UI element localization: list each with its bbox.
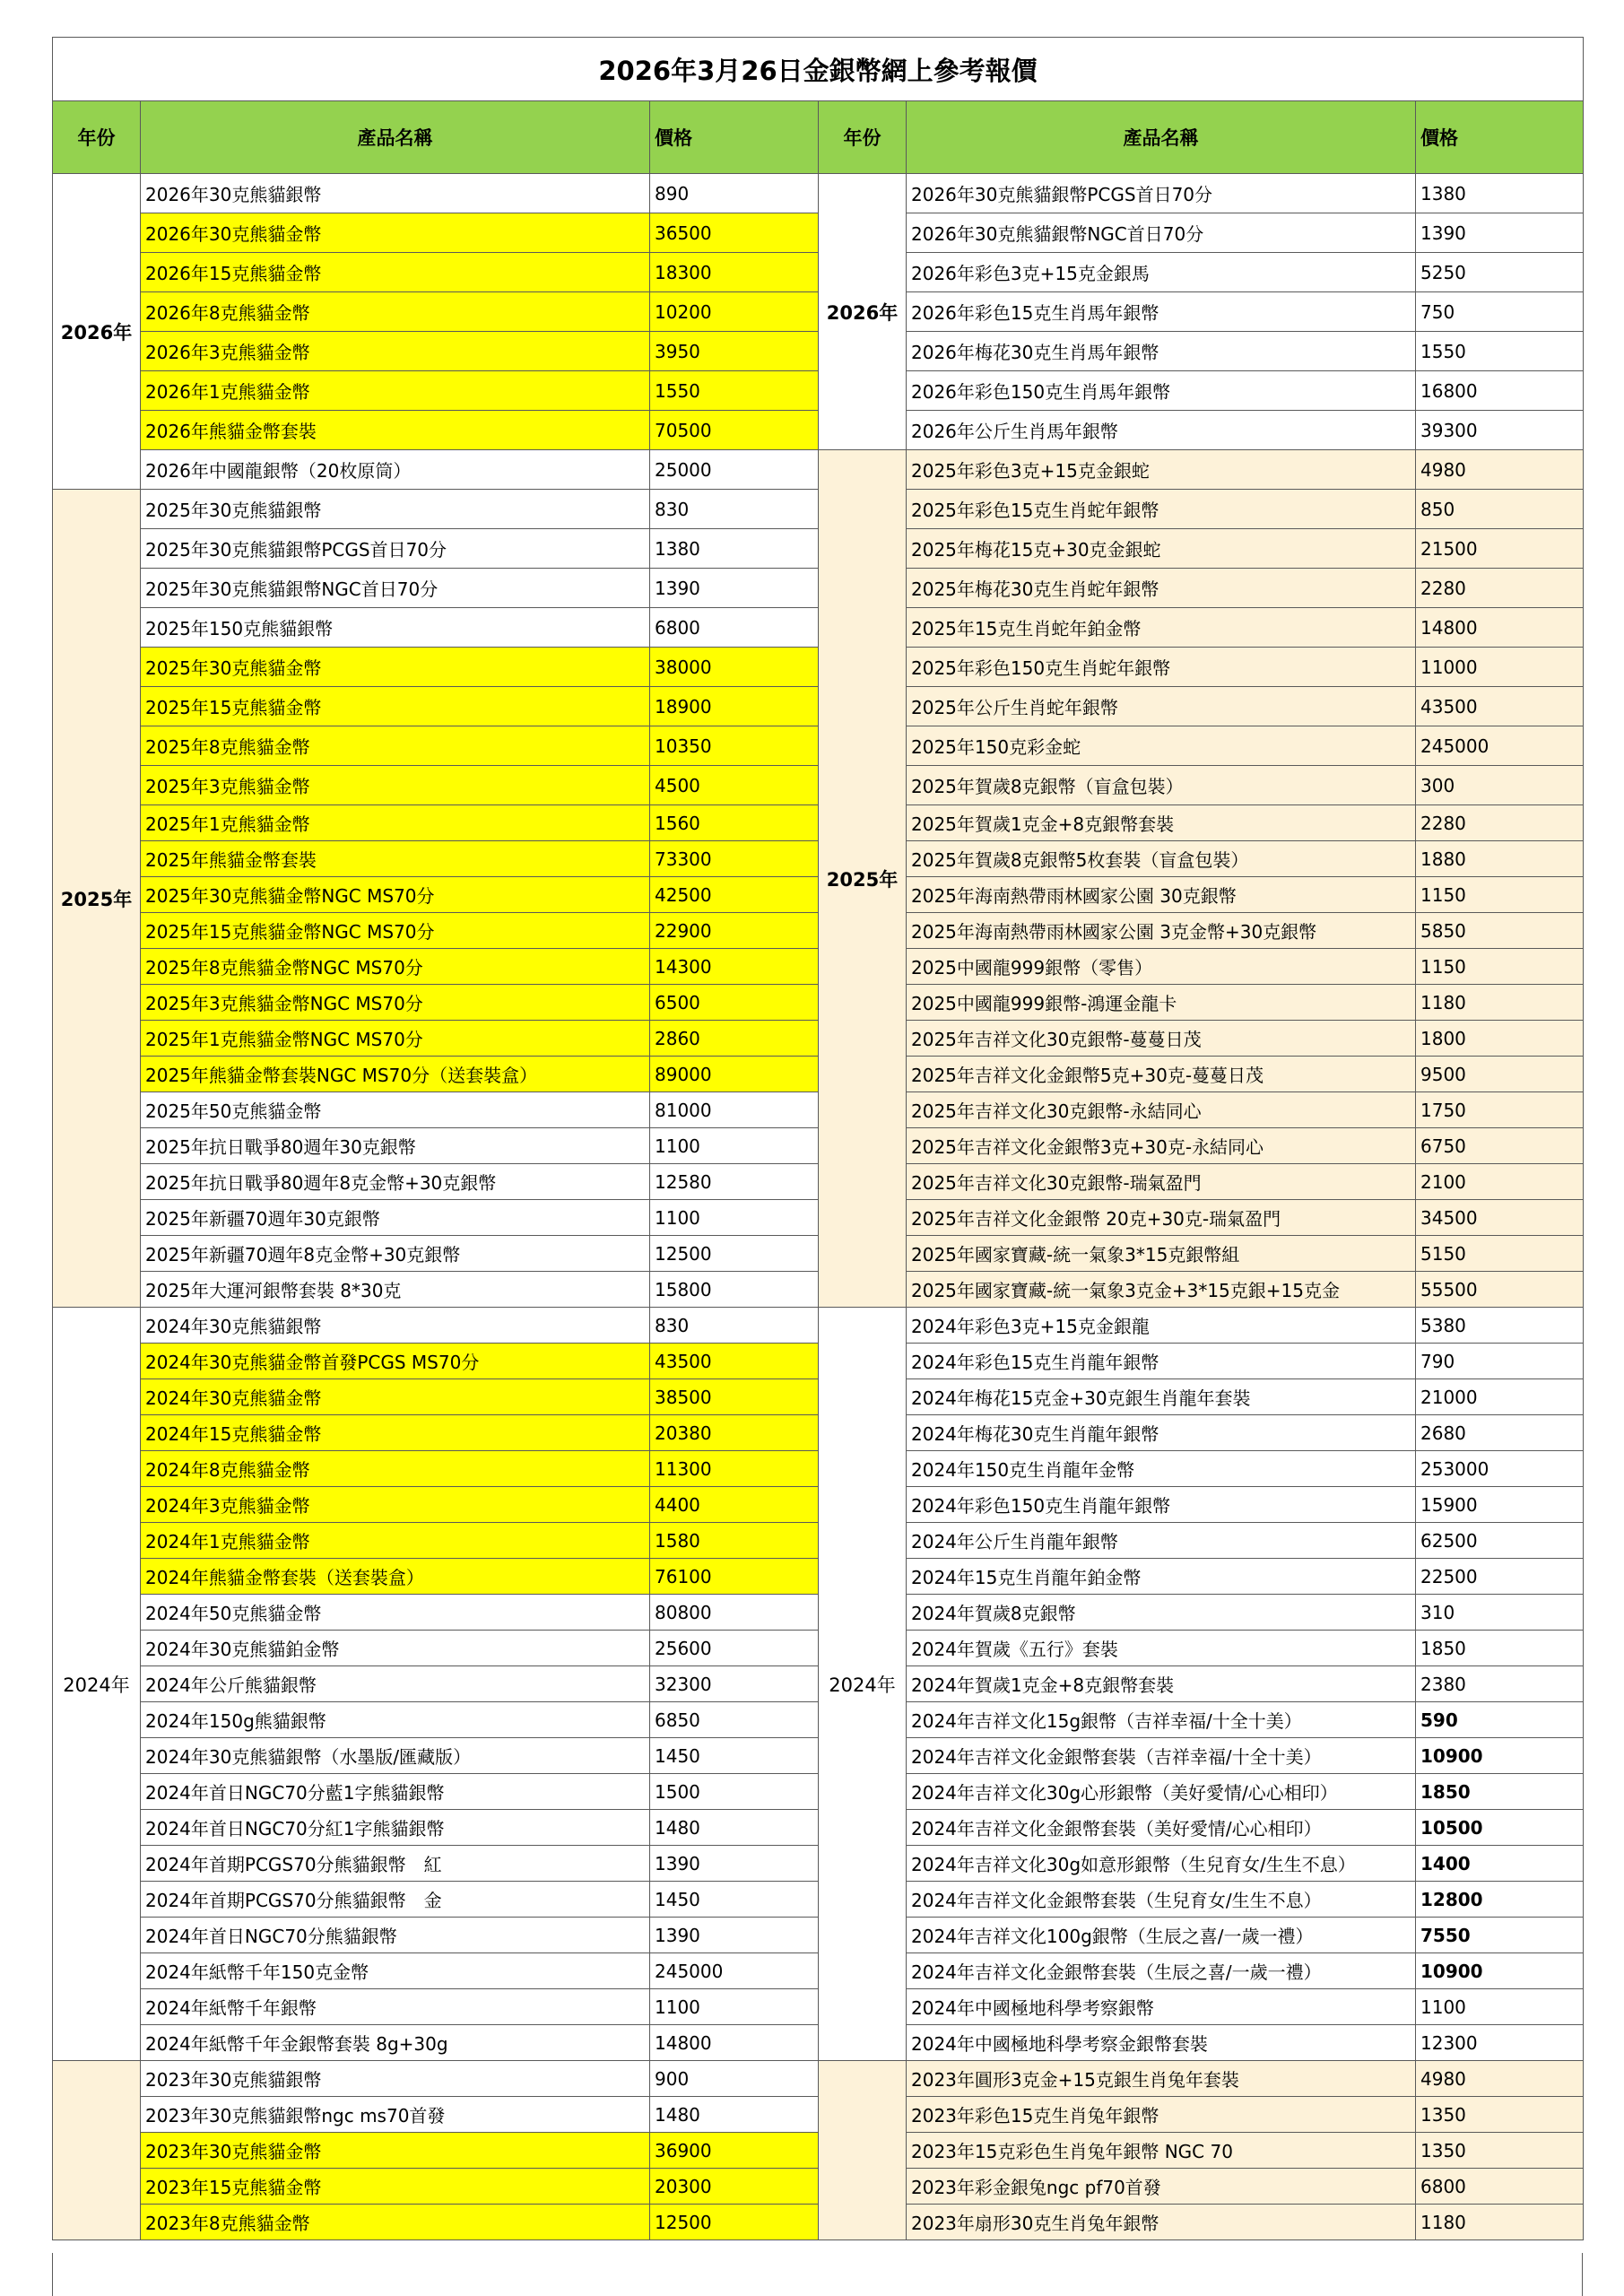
product-name: 2025年15克熊貓金幣NGC MS70分 xyxy=(141,913,650,949)
table-row xyxy=(53,1308,1584,1344)
product-price-right: 7550 xyxy=(1416,1918,1584,1953)
product-name-right: 2023年彩金銀兔ngc pf70首發 xyxy=(907,2169,1416,2205)
product-name: 2024年1克熊貓金幣 xyxy=(141,1523,650,1559)
product-price-right: 1800 xyxy=(1416,1021,1584,1057)
year-label-right xyxy=(819,2061,907,2240)
product-name: 2025年8克熊貓金幣 xyxy=(141,726,650,766)
product-price: 38500 xyxy=(650,1379,819,1415)
table-continuation xyxy=(52,2253,1583,2296)
product-name-right: 2024年彩色150克生肖龍年銀幣 xyxy=(907,1487,1416,1523)
table-row xyxy=(53,985,1584,1021)
product-price-right: 1750 xyxy=(1416,1092,1584,1128)
product-price-right: 1850 xyxy=(1416,1631,1584,1666)
product-price: 38000 xyxy=(650,648,819,687)
table-row xyxy=(53,1057,1584,1092)
product-price: 830 xyxy=(650,490,819,529)
product-name-right: 2025年吉祥文化金銀幣 20克+30克-瑞氣盈門 xyxy=(907,1200,1416,1236)
product-price: 1100 xyxy=(650,1989,819,2025)
table-row xyxy=(53,1164,1584,1200)
table-row xyxy=(53,1559,1584,1595)
table-row xyxy=(53,1344,1584,1379)
product-name: 2025年50克熊貓金幣 xyxy=(141,1092,650,1128)
product-name-right: 2025年吉祥文化金銀幣5克+30克-蔓蔓日茂 xyxy=(907,1057,1416,1092)
product-price-right: 4980 xyxy=(1416,2061,1584,2097)
product-price-right: 5150 xyxy=(1416,1236,1584,1272)
product-name-right: 2025年彩色15克生肖蛇年銀幣 xyxy=(907,490,1416,529)
product-name: 2023年30克熊貓金幣 xyxy=(141,2133,650,2169)
table-row xyxy=(53,949,1584,985)
product-price: 14800 xyxy=(650,2025,819,2061)
product-price: 6800 xyxy=(650,608,819,648)
product-price-right: 4980 xyxy=(1416,450,1584,490)
product-price: 1450 xyxy=(650,1882,819,1918)
product-name-right: 2025中國龍999銀幣（零售） xyxy=(907,949,1416,985)
product-name: 2024年首期PCGS70分熊貓銀幣 金 xyxy=(141,1882,650,1918)
table-row xyxy=(53,726,1584,766)
product-name: 2023年15克熊貓金幣 xyxy=(141,2169,650,2205)
header-name-right: 產品名稱 xyxy=(907,101,1416,174)
product-price: 890 xyxy=(650,174,819,213)
product-price-right: 62500 xyxy=(1416,1523,1584,1559)
product-name-right: 2025年公斤生肖蛇年銀幣 xyxy=(907,687,1416,726)
header-year-right: 年份 xyxy=(819,101,907,174)
year-label: 2024年 xyxy=(53,1308,141,2061)
table-row xyxy=(53,1236,1584,1272)
product-price-right: 34500 xyxy=(1416,1200,1584,1236)
product-name: 2024年紙幣千年150克金幣 xyxy=(141,1953,650,1989)
product-name: 2024年50克熊貓金幣 xyxy=(141,1595,650,1631)
product-price: 70500 xyxy=(650,411,819,450)
product-name-right: 2024年15克生肖龍年鉑金幣 xyxy=(907,1559,1416,1595)
product-price: 3950 xyxy=(650,332,819,371)
product-name: 2025年1克熊貓金幣 xyxy=(141,805,650,841)
product-name-right: 2024年中國極地科學考察銀幣 xyxy=(907,1989,1416,2025)
product-name: 2026年8克熊貓金幣 xyxy=(141,292,650,332)
product-price: 1100 xyxy=(650,1128,819,1164)
product-price-right: 1550 xyxy=(1416,332,1584,371)
product-price-right: 1380 xyxy=(1416,174,1584,213)
product-price: 20300 xyxy=(650,2169,819,2205)
product-price: 830 xyxy=(650,1308,819,1344)
product-name: 2026年1克熊貓金幣 xyxy=(141,371,650,411)
product-price-right: 5250 xyxy=(1416,253,1584,292)
product-name-right: 2024年吉祥文化金銀幣套裝（美好愛情/心心相印） xyxy=(907,1810,1416,1846)
page-title: 2026年3月26日金銀幣網上參考報價 xyxy=(53,38,1584,101)
product-price-right: 21500 xyxy=(1416,529,1584,569)
product-name-right: 2025年吉祥文化30克銀幣-永結同心 xyxy=(907,1092,1416,1128)
product-price: 1550 xyxy=(650,371,819,411)
product-name: 2025年1克熊貓金幣NGC MS70分 xyxy=(141,1021,650,1057)
product-price-right: 15900 xyxy=(1416,1487,1584,1523)
product-name: 2026年30克熊貓銀幣 xyxy=(141,174,650,213)
product-name: 2024年30克熊貓金幣首發PCGS MS70分 xyxy=(141,1344,650,1379)
product-name: 2026年熊貓金幣套裝 xyxy=(141,411,650,450)
product-name-right: 2025年梅花30克生肖蛇年銀幣 xyxy=(907,569,1416,608)
product-name: 2025年30克熊貓銀幣PCGS首日70分 xyxy=(141,529,650,569)
product-price: 22900 xyxy=(650,913,819,949)
product-name-right: 2024年梅花30克生肖龍年銀幣 xyxy=(907,1415,1416,1451)
product-price-right: 10900 xyxy=(1416,1953,1584,1989)
product-name-right: 2025年吉祥文化30克銀幣-瑞氣盈門 xyxy=(907,1164,1416,1200)
product-price-right: 310 xyxy=(1416,1595,1584,1631)
product-price-right: 5380 xyxy=(1416,1308,1584,1344)
product-name-right: 2024年賀歲《五行》套裝 xyxy=(907,1631,1416,1666)
product-price: 1100 xyxy=(650,1200,819,1236)
product-name-right: 2025年15克生肖蛇年鉑金幣 xyxy=(907,608,1416,648)
product-price: 15800 xyxy=(650,1272,819,1308)
product-name-right: 2024年吉祥文化15g銀幣（吉祥幸福/十全十美） xyxy=(907,1702,1416,1738)
table-row xyxy=(53,253,1584,292)
product-name: 2024年紙幣千年金銀幣套裝 8g+30g xyxy=(141,2025,650,2061)
table-row xyxy=(53,1379,1584,1415)
product-price: 4400 xyxy=(650,1487,819,1523)
product-name: 2024年15克熊貓金幣 xyxy=(141,1415,650,1451)
table-row xyxy=(53,332,1584,371)
table-row xyxy=(53,2205,1584,2240)
product-price-right: 6750 xyxy=(1416,1128,1584,1164)
product-price-right: 750 xyxy=(1416,292,1584,332)
table-row xyxy=(53,766,1584,805)
product-name-right: 2024年中國極地科學考察金銀幣套裝 xyxy=(907,2025,1416,2061)
product-name-right: 2025年彩色3克+15克金銀蛇 xyxy=(907,450,1416,490)
product-price: 900 xyxy=(650,2061,819,2097)
product-name: 2023年30克熊貓銀幣 xyxy=(141,2061,650,2097)
product-price: 25000 xyxy=(650,450,819,490)
product-price: 1480 xyxy=(650,2097,819,2133)
product-name: 2025年新疆70週年30克銀幣 xyxy=(141,1200,650,1236)
table-row xyxy=(53,608,1584,648)
product-name-right: 2025中國龍999銀幣-鴻運金龍卡 xyxy=(907,985,1416,1021)
product-price-right: 790 xyxy=(1416,1344,1584,1379)
product-name: 2026年3克熊貓金幣 xyxy=(141,332,650,371)
product-name-right: 2024年吉祥文化金銀幣套裝（吉祥幸福/十全十美） xyxy=(907,1738,1416,1774)
table-row xyxy=(53,687,1584,726)
product-name: 2024年首日NGC70分紅1字熊貓銀幣 xyxy=(141,1810,650,1846)
table-row xyxy=(53,1128,1584,1164)
product-price-right: 1350 xyxy=(1416,2133,1584,2169)
product-name: 2024年熊貓金幣套裝（送套裝盒） xyxy=(141,1559,650,1595)
product-price-right: 1180 xyxy=(1416,985,1584,1021)
product-name-right: 2024年吉祥文化100g銀幣（生辰之喜/一歲一禮） xyxy=(907,1918,1416,1953)
product-price: 10350 xyxy=(650,726,819,766)
table-row xyxy=(53,2169,1584,2205)
product-price-right: 850 xyxy=(1416,490,1584,529)
product-price-right: 1880 xyxy=(1416,841,1584,877)
price-table xyxy=(52,37,1584,2240)
product-price: 36500 xyxy=(650,213,819,253)
product-name-right: 2023年圓形3克金+15克銀生肖兔年套裝 xyxy=(907,2061,1416,2097)
product-name: 2025年熊貓金幣套裝 xyxy=(141,841,650,877)
product-name-right: 2025年梅花15克+30克金銀蛇 xyxy=(907,529,1416,569)
table-row xyxy=(53,1702,1584,1738)
product-price: 18900 xyxy=(650,687,819,726)
product-price: 1480 xyxy=(650,1810,819,1846)
product-price-right: 1150 xyxy=(1416,949,1584,985)
product-name-right: 2025年150克彩金蛇 xyxy=(907,726,1416,766)
product-price-right: 1100 xyxy=(1416,1989,1584,2025)
table-row xyxy=(53,1846,1584,1882)
product-price: 25600 xyxy=(650,1631,819,1666)
product-name-right: 2024年吉祥文化30g心形銀幣（美好愛情/心心相印） xyxy=(907,1774,1416,1810)
table-row xyxy=(53,213,1584,253)
product-price-right: 21000 xyxy=(1416,1379,1584,1415)
product-name: 2024年150g熊貓銀幣 xyxy=(141,1702,650,1738)
product-price-right: 590 xyxy=(1416,1702,1584,1738)
product-name: 2025年新疆70週年8克金幣+30克銀幣 xyxy=(141,1236,650,1272)
table-row xyxy=(53,1882,1584,1918)
product-name: 2024年紙幣千年銀幣 xyxy=(141,1989,650,2025)
table-row xyxy=(53,1272,1584,1308)
year-label: 2026年 xyxy=(53,174,141,490)
table-row xyxy=(53,913,1584,949)
product-name-right: 2024年吉祥文化金銀幣套裝（生兒育女/生生不息） xyxy=(907,1882,1416,1918)
header-row xyxy=(53,101,1584,174)
table-row xyxy=(53,1953,1584,1989)
table-row xyxy=(53,1200,1584,1236)
product-price-right: 12800 xyxy=(1416,1882,1584,1918)
product-name-right: 2025年海南熱帶雨林國家公園 30克銀幣 xyxy=(907,877,1416,913)
product-name-right: 2024年150克生肖龍年金幣 xyxy=(907,1451,1416,1487)
product-name: 2025年3克熊貓金幣 xyxy=(141,766,650,805)
product-name-right: 2025年賀歲8克銀幣（盲盒包裝） xyxy=(907,766,1416,805)
table-row xyxy=(53,2133,1584,2169)
product-name-right: 2026年梅花30克生肖馬年銀幣 xyxy=(907,332,1416,371)
table-row xyxy=(53,1092,1584,1128)
product-price: 1450 xyxy=(650,1738,819,1774)
table-row xyxy=(53,2025,1584,2061)
table-row xyxy=(53,1631,1584,1666)
product-price-right: 2100 xyxy=(1416,1164,1584,1200)
product-name: 2025年30克熊貓金幣 xyxy=(141,648,650,687)
product-price-right: 2280 xyxy=(1416,569,1584,608)
product-name-right: 2025年吉祥文化30克銀幣-蔓蔓日茂 xyxy=(907,1021,1416,1057)
product-price-right: 5850 xyxy=(1416,913,1584,949)
product-price: 81000 xyxy=(650,1092,819,1128)
header-price-right: 價格 xyxy=(1416,101,1584,174)
product-price: 80800 xyxy=(650,1595,819,1631)
table-row xyxy=(53,1918,1584,1953)
product-price: 2860 xyxy=(650,1021,819,1057)
product-name-right: 2023年扇形30克生肖兔年銀幣 xyxy=(907,2205,1416,2240)
table-row xyxy=(53,569,1584,608)
product-price-right: 2380 xyxy=(1416,1666,1584,1702)
product-name-right: 2023年15克彩色生肖兔年銀幣 NGC 70 xyxy=(907,2133,1416,2169)
product-name-right: 2026年30克熊貓銀幣PCGS首日70分 xyxy=(907,174,1416,213)
table-row xyxy=(53,1738,1584,1774)
product-price: 18300 xyxy=(650,253,819,292)
product-price: 1390 xyxy=(650,1918,819,1953)
product-name: 2025年30克熊貓銀幣NGC首日70分 xyxy=(141,569,650,608)
product-name: 2024年公斤熊貓銀幣 xyxy=(141,1666,650,1702)
product-name: 2024年3克熊貓金幣 xyxy=(141,1487,650,1523)
product-name: 2025年30克熊貓銀幣 xyxy=(141,490,650,529)
product-name-right: 2024年梅花15克金+30克銀生肖龍年套裝 xyxy=(907,1379,1416,1415)
product-name: 2025年15克熊貓金幣 xyxy=(141,687,650,726)
table-row xyxy=(53,1451,1584,1487)
product-price: 1580 xyxy=(650,1523,819,1559)
product-price: 42500 xyxy=(650,877,819,913)
product-price: 32300 xyxy=(650,1666,819,1702)
product-name: 2026年中國龍銀幣（20枚原筒） xyxy=(141,450,650,490)
product-name-right: 2026年30克熊貓銀幣NGC首日70分 xyxy=(907,213,1416,253)
product-name: 2024年30克熊貓金幣 xyxy=(141,1379,650,1415)
product-name: 2025年抗日戰爭80週年30克銀幣 xyxy=(141,1128,650,1164)
table-row xyxy=(53,1774,1584,1810)
product-name-right: 2025年賀歲1克金+8克銀幣套裝 xyxy=(907,805,1416,841)
product-name: 2024年30克熊貓銀幣（水墨版/匯藏版） xyxy=(141,1738,650,1774)
product-price: 89000 xyxy=(650,1057,819,1092)
product-price-right: 2680 xyxy=(1416,1415,1584,1451)
product-name-right: 2026年彩色150克生肖馬年銀幣 xyxy=(907,371,1416,411)
header-name: 產品名稱 xyxy=(141,101,650,174)
product-name: 2026年30克熊貓金幣 xyxy=(141,213,650,253)
product-name: 2026年15克熊貓金幣 xyxy=(141,253,650,292)
product-name-right: 2026年公斤生肖馬年銀幣 xyxy=(907,411,1416,450)
product-price-right: 10900 xyxy=(1416,1738,1584,1774)
table-row xyxy=(53,1810,1584,1846)
product-price-right: 55500 xyxy=(1416,1272,1584,1308)
product-price: 43500 xyxy=(650,1344,819,1379)
product-name-right: 2023年彩色15克生肖兔年銀幣 xyxy=(907,2097,1416,2133)
product-name: 2025年3克熊貓金幣NGC MS70分 xyxy=(141,985,650,1021)
product-name: 2025年8克熊貓金幣NGC MS70分 xyxy=(141,949,650,985)
product-price: 12500 xyxy=(650,1236,819,1272)
table-row xyxy=(53,1989,1584,2025)
product-name-right: 2024年賀歲8克銀幣 xyxy=(907,1595,1416,1631)
product-name-right: 2024年賀歲1克金+8克銀幣套裝 xyxy=(907,1666,1416,1702)
product-price-right: 300 xyxy=(1416,766,1584,805)
product-price: 6500 xyxy=(650,985,819,1021)
product-name-right: 2025年國家寶藏-統一氣象3*15克銀幣組 xyxy=(907,1236,1416,1272)
product-price-right: 2280 xyxy=(1416,805,1584,841)
year-label-right: 2026年 xyxy=(819,174,907,450)
header-price: 價格 xyxy=(650,101,819,174)
product-name-right: 2025年國家寶藏-統一氣象3克金+3*15克銀+15克金 xyxy=(907,1272,1416,1308)
product-price: 1390 xyxy=(650,569,819,608)
product-name: 2025年熊貓金幣套裝NGC MS70分（送套裝盒） xyxy=(141,1057,650,1092)
product-name: 2025年抗日戰爭80週年8克金幣+30克銀幣 xyxy=(141,1164,650,1200)
table-row xyxy=(53,2097,1584,2133)
product-price-right: 1150 xyxy=(1416,877,1584,913)
table-row xyxy=(53,877,1584,913)
table-row xyxy=(53,1021,1584,1057)
product-name-right: 2025年賀歲8克銀幣5枚套裝（盲盒包裝） xyxy=(907,841,1416,877)
product-price: 76100 xyxy=(650,1559,819,1595)
product-price-right: 14800 xyxy=(1416,608,1584,648)
table-row xyxy=(53,411,1584,450)
product-price: 1560 xyxy=(650,805,819,841)
product-name: 2025年150克熊貓銀幣 xyxy=(141,608,650,648)
table-row xyxy=(53,2061,1584,2097)
product-name-right: 2026年彩色3克+15克金銀馬 xyxy=(907,253,1416,292)
product-name: 2024年首期PCGS70分熊貓銀幣 紅 xyxy=(141,1846,650,1882)
product-price: 4500 xyxy=(650,766,819,805)
product-price: 10200 xyxy=(650,292,819,332)
product-price-right: 39300 xyxy=(1416,411,1584,450)
product-price-right: 1350 xyxy=(1416,2097,1584,2133)
product-name-right: 2025年吉祥文化金銀幣3克+30克-永結同心 xyxy=(907,1128,1416,1164)
product-price: 6850 xyxy=(650,1702,819,1738)
table-row xyxy=(53,292,1584,332)
table-row xyxy=(53,648,1584,687)
product-name: 2024年30克熊貓銀幣 xyxy=(141,1308,650,1344)
product-price-right: 1850 xyxy=(1416,1774,1584,1810)
product-name: 2024年首日NGC70分藍1字熊貓銀幣 xyxy=(141,1774,650,1810)
product-price-right: 1180 xyxy=(1416,2205,1584,2240)
product-price: 1390 xyxy=(650,1846,819,1882)
product-price-right: 11000 xyxy=(1416,648,1584,687)
product-name-right: 2026年彩色15克生肖馬年銀幣 xyxy=(907,292,1416,332)
table-row xyxy=(53,841,1584,877)
product-price-right: 1400 xyxy=(1416,1846,1584,1882)
product-name-right: 2024年公斤生肖龍年銀幣 xyxy=(907,1523,1416,1559)
product-name-right: 2025年彩色150克生肖蛇年銀幣 xyxy=(907,648,1416,687)
product-price: 12500 xyxy=(650,2205,819,2240)
product-name-right: 2024年吉祥文化30g如意形銀幣（生兒育女/生生不息） xyxy=(907,1846,1416,1882)
product-name-right: 2025年海南熱帶雨林國家公園 3克金幣+30克銀幣 xyxy=(907,913,1416,949)
product-price-right: 9500 xyxy=(1416,1057,1584,1092)
product-price-right: 6800 xyxy=(1416,2169,1584,2205)
product-price-right: 43500 xyxy=(1416,687,1584,726)
product-name: 2025年30克熊貓金幣NGC MS70分 xyxy=(141,877,650,913)
product-price-right: 12300 xyxy=(1416,2025,1584,2061)
product-price: 36900 xyxy=(650,2133,819,2169)
table-row xyxy=(53,1523,1584,1559)
product-price-right: 245000 xyxy=(1416,726,1584,766)
product-price: 73300 xyxy=(650,841,819,877)
table-row xyxy=(53,1487,1584,1523)
year-label xyxy=(53,2061,141,2240)
table-row xyxy=(53,371,1584,411)
product-name: 2024年8克熊貓金幣 xyxy=(141,1451,650,1487)
header-year: 年份 xyxy=(53,101,141,174)
year-label-right: 2025年 xyxy=(819,450,907,1308)
product-price-right: 253000 xyxy=(1416,1451,1584,1487)
year-label: 2025年 xyxy=(53,490,141,1308)
product-price-right: 22500 xyxy=(1416,1559,1584,1595)
year-label-right: 2024年 xyxy=(819,1308,907,2061)
product-price-right: 1390 xyxy=(1416,213,1584,253)
table-row xyxy=(53,174,1584,213)
product-price: 12580 xyxy=(650,1164,819,1200)
product-name: 2024年30克熊貓鉑金幣 xyxy=(141,1631,650,1666)
product-name: 2025年大運河銀幣套裝 8*30克 xyxy=(141,1272,650,1308)
product-price: 245000 xyxy=(650,1953,819,1989)
product-name: 2024年首日NGC70分熊貓銀幣 xyxy=(141,1918,650,1953)
table-row xyxy=(53,1595,1584,1631)
product-price: 1500 xyxy=(650,1774,819,1810)
product-price: 11300 xyxy=(650,1451,819,1487)
product-price-right: 10500 xyxy=(1416,1810,1584,1846)
table-row xyxy=(53,1415,1584,1451)
product-price-right: 16800 xyxy=(1416,371,1584,411)
product-name-right: 2024年彩色15克生肖龍年銀幣 xyxy=(907,1344,1416,1379)
product-price: 20380 xyxy=(650,1415,819,1451)
table-row xyxy=(53,490,1584,529)
product-price: 1380 xyxy=(650,529,819,569)
product-name-right: 2024年彩色3克+15克金銀龍 xyxy=(907,1308,1416,1344)
product-name: 2023年30克熊貓銀幣ngc ms70首發 xyxy=(141,2097,650,2133)
product-name: 2023年8克熊貓金幣 xyxy=(141,2205,650,2240)
product-price: 14300 xyxy=(650,949,819,985)
table-row xyxy=(53,450,1584,490)
table-row xyxy=(53,805,1584,841)
table-row xyxy=(53,529,1584,569)
table-row xyxy=(53,1666,1584,1702)
product-name-right: 2024年吉祥文化金銀幣套裝（生辰之喜/一歲一禮） xyxy=(907,1953,1416,1989)
